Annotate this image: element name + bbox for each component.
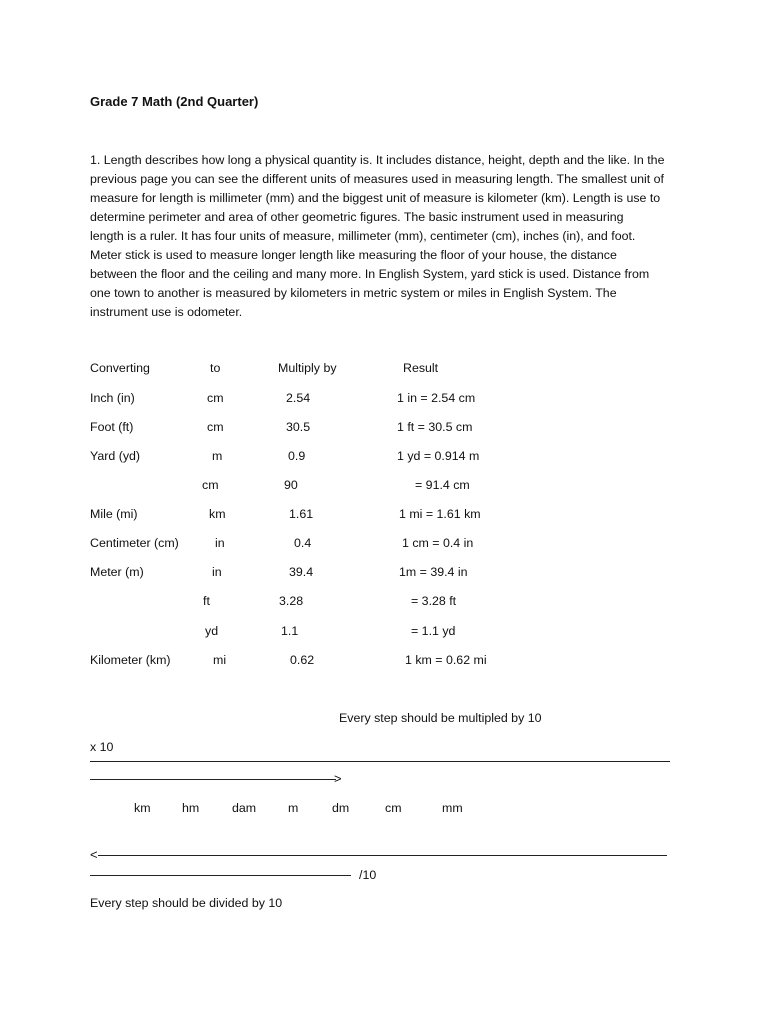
table-cell-result: 1 yd = 0.914 m: [397, 449, 480, 463]
table-cell-multiply-by: 3.28: [279, 594, 304, 608]
metric-unit: dm: [332, 801, 350, 815]
metric-unit: dam: [232, 801, 257, 815]
multiply-caption: Every step should be multipled by 10: [339, 711, 542, 725]
metric-unit: hm: [182, 801, 200, 815]
table-cell-to: cm: [202, 478, 219, 492]
table-cell-converting: Meter (m): [90, 565, 144, 579]
table-cell-multiply-by: 0.62: [290, 653, 315, 667]
table-cell-result: = 3.28 ft: [411, 594, 457, 608]
paragraph-line: measure for length is millimeter (mm) and the biggest unit of measure is kilometer (km). Length is use to: [90, 191, 661, 205]
table-cell-result: 1 in = 2.54 cm: [397, 391, 476, 405]
divide-label: /10: [359, 868, 377, 882]
table-header-converting: Converting: [90, 361, 150, 375]
metric-unit: cm: [385, 801, 402, 815]
table-cell-multiply-by: 1.61: [289, 507, 314, 521]
table-cell-multiply-by: 2.54: [286, 391, 311, 405]
table-cell-multiply-by: 1.1: [281, 624, 299, 638]
table-cell-result: 1m = 39.4 in: [399, 565, 468, 579]
table-cell-converting: Yard (yd): [90, 449, 141, 463]
multiply-line-upper: [90, 761, 670, 762]
table-cell-multiply-by: 0.4: [294, 536, 312, 550]
metric-unit: mm: [442, 801, 463, 815]
table-cell-result: 1 mi = 1.61 km: [399, 507, 481, 521]
multiply-label: x 10: [90, 740, 114, 754]
table-cell-to: cm: [207, 420, 224, 434]
table-cell-to: yd: [205, 624, 219, 638]
left-arrow-icon: <: [90, 847, 98, 862]
paragraph-line: Meter stick is used to measure longer length like measuring the floor of your house, the distance: [90, 248, 617, 262]
table-cell-to: ft: [203, 594, 210, 608]
table-cell-result: = 1.1 yd: [411, 624, 456, 638]
table-cell-result: 1 cm = 0.4 in: [402, 536, 474, 550]
table-cell-converting: Inch (in): [90, 391, 135, 405]
page-title: Grade 7 Math (2nd Quarter): [90, 94, 259, 109]
paragraph-line: one town to another is measured by kilometers in metric system or miles in English System. The: [90, 286, 617, 300]
metric-unit: m: [288, 801, 299, 815]
table-cell-result: = 91.4 cm: [415, 478, 470, 492]
metric-unit: km: [134, 801, 151, 815]
table-cell-converting: Foot (ft): [90, 420, 134, 434]
paragraph-line: between the floor and the ceiling and many more. In English System, yard stick is used. Distance from: [90, 267, 650, 281]
table-cell-result: 1 ft = 30.5 cm: [397, 420, 473, 434]
table-cell-multiply-by: 0.9: [288, 449, 306, 463]
table-header-multiply-by: Multiply by: [278, 361, 337, 375]
right-arrow-icon: >: [334, 771, 342, 786]
paragraph-line: determine perimeter and area of other geometric figures. The basic instrument used in measuring: [90, 210, 624, 224]
paragraph-line: instrument use is odometer.: [90, 305, 243, 319]
paragraph: [90, 151, 690, 322]
paragraph-line: length is a ruler. It has four units of measure, millimeter (mm), centimeter (cm), inches (in), and foot.: [90, 229, 636, 243]
divide-line-upper: [98, 855, 667, 856]
table-cell-to: m: [212, 449, 223, 463]
table-cell-converting: Mile (mi): [90, 507, 138, 521]
table-cell-to: cm: [207, 391, 224, 405]
multiply-line-lower: [90, 779, 336, 780]
table-cell-to: in: [215, 536, 225, 550]
table-header-to: to: [210, 361, 221, 375]
table-cell-multiply-by: 90: [284, 478, 298, 492]
table-cell-to: mi: [213, 653, 227, 667]
table-header-result: Result: [403, 361, 439, 375]
table-cell-multiply-by: 30.5: [286, 420, 311, 434]
table-cell-result: 1 km = 0.62 mi: [405, 653, 487, 667]
table-cell-multiply-by: 39.4: [289, 565, 314, 579]
table-cell-converting: Centimeter (cm): [90, 536, 179, 550]
divide-caption: Every step should be divided by 10: [90, 896, 283, 910]
table-cell-to: in: [212, 565, 222, 579]
table-cell-to: km: [209, 507, 226, 521]
paragraph-line: 1. Length describes how long a physical quantity is. It includes distance, height, depth and the like. In the: [90, 153, 665, 167]
divide-line-lower: [90, 875, 351, 876]
table-cell-converting: Kilometer (km): [90, 653, 171, 667]
paragraph-line: previous page you can see the different units of measures used in measuring length. The smallest unit of: [90, 172, 664, 186]
